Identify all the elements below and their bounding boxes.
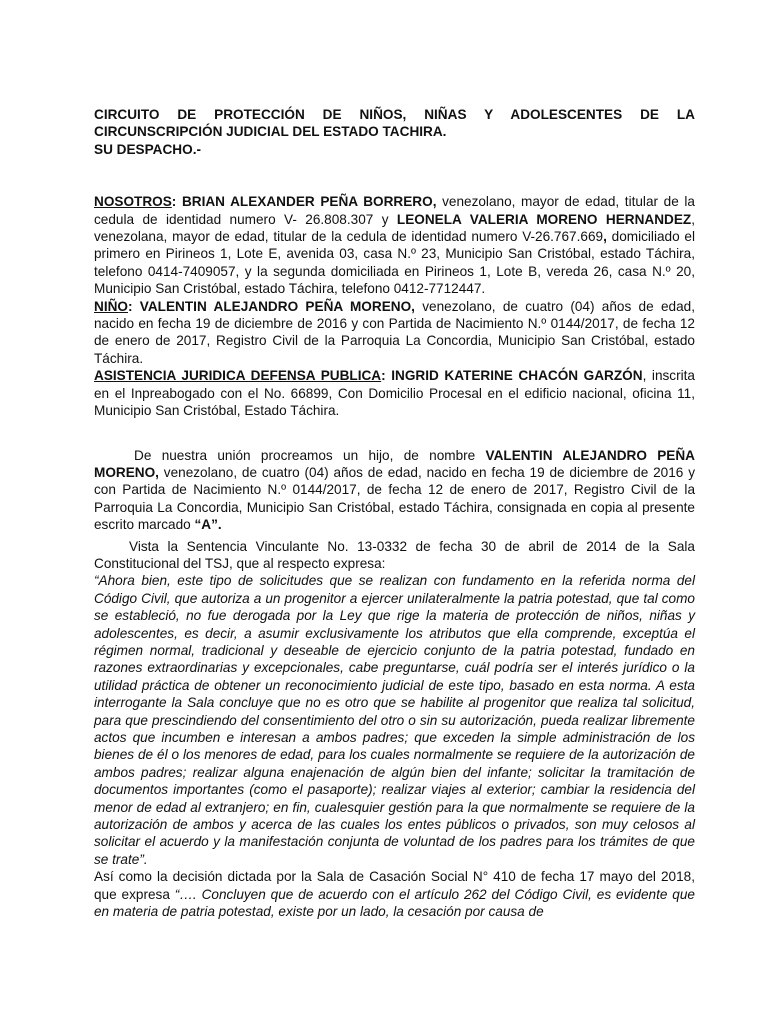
vista-paragraph [94,538,695,573]
asistencia-name: : INGRID KATERINE CHACÓN GARZÓN [381,368,643,384]
asistencia-paragraph [94,367,695,419]
spacer [94,158,695,193]
party2-name: LEONELA VALERIA MORENO HERNANDEZ [396,211,692,227]
nino-details: venezolano, de cuatro (04) años de edad, nacido en fecha 19 de diciembre de 2016 y con Partida de Nacimiento N.º 0144/2017, de fecha 12 de enero de 2017, Registro Civil de la Parroquia La Concordia, Municipio San Cristóbal, estado Táchira. [94,298,695,366]
nino-label: NIÑO [94,298,128,314]
union-annex-mark: “A”. [194,517,222,533]
nino-paragraph [94,298,695,368]
party2-details: , venezolana, mayor de edad, titular de la cedula de identidad numero V-26.767.669 [94,211,696,245]
header-court-line2: CIRCUNSCRIPCIÓN JUDICIAL DEL ESTADO TACHIRA. [94,124,447,140]
nosotros-paragraph [94,193,695,297]
nosotros-label: NOSOTROS [94,194,172,210]
casacion-intro: Así como la decisión dictada por la Sala de Casación Social N° 410 de fecha 17 mayo del 2018, que expresa [94,869,695,902]
asistencia-details: , inscrita en el Inpreabogado con el No. 66899, Con Domicilio Procesal en el edificio nacional, oficina 11, Municipio San Cristóbal, Estado Táchira. [94,368,695,419]
asistencia-label: ASISTENCIA JURIDICA DEFENSA PUBLICA [94,368,382,384]
spacer [94,420,695,447]
union-details: venezolano, de cuatro (04) años de edad, nacido en fecha 19 de diciembre de 2016 y con Partida de Nacimiento N.º 0144/2017, de fecha 12 de enero de 2017, Registro Civil de la Parroquia La Concordia, Municipio San Cristóbal, estado Táchira, consignada en copia al presente escrito marcado [94,464,695,533]
party1-name: BRIAN ALEXANDER PEÑA BORRERO, [176,194,437,210]
casacion-quote: “…. Concluyen que de acuerdo con el artículo 262 del Código Civil, es evidente que en materia de patria potestad, existe por un lado, la cesación por causa de [94,886,695,920]
party2-comma: , [603,229,607,245]
party1-details: venezolano, mayor de edad, titular de la cedula de identidad numero V- 26.808.307 y [94,194,695,227]
union-paragraph [94,447,695,534]
domicile-details: domiciliado el primero en Pirineos 1, Lote E, avenida 03, casa N.º 23, Municipio San Cristóbal, estado Táchira, telefono 0414-7409057, y la segunda domiciliada en Pirineos 1, Lote B, vereda 26, casa N.º 20, Municipio San Cristóbal, estado Táchira, telefono 0412-7712447. [94,229,696,297]
sentencia-quote [94,572,695,868]
header-court-line1: CIRCUITO DE PROTECCIÓN DE NIÑOS, NIÑAS Y ADOLESCENTES DE LA [94,107,695,122]
union-child-name: VALENTIN ALEJANDRO PEÑA MORENO, [94,447,695,480]
sentencia-quote-text: “Ahora bien, este tipo de solicitudes que se realizan con fundamento en la referida norma del Código Civil, que autoriza a un progenitor a ejercer unilateralmente la patria potestad, que tal como se estableció, no fue derogada por la Ley que rige la materia de protección de niños, niñas y adolescentes, es decir, a asumir exclusivamente los atributos que ella comprende, exceptúa el régimen normal, tradicional y deseable de ejercicio conjunto de la patria potestad, fundado en razones extraordinarias y excepcionales, cabe preguntarse, cuál podría ser el interés jurídico o la utilidad práctica de obtener un reconocimiento judicial de este tipo, basado en esta norma. A esta interrogante la Sala concluye que no es otro que se habilite al progenitor que realiza tal solicitud, para que prescindiendo del consentimiento del otro o sin su autorización, pueda realizar libremente actos que incumben e interesan a ambos padres; que exceden la simple administración de los bienes de él o los menores de edad, para los cuales normalmente se requiere de la autorización de ambos padres; realizar alguna enajenación de algún bien del infante; solicitar la tramitación de documentos importantes (como el pasaporte); realizar viajes al exterior; cambiar la residencia del menor de edad al extranjero; en fin, cualesquier gestión para la que normalmente se requiere de la autorización de ambos y acerca de las cuales los entes públicos o privados, son muy celosos al solicitar el acuerdo y la manifestación conjunta de voluntad de los padres para los trámites de que se trate”. [94,573,695,867]
document-header [94,106,695,158]
header-despacho: SU DESPACHO.- [94,141,201,157]
nino-name: : VALENTIN ALEJANDRO PEÑA MORENO, [127,298,415,314]
vista-text: Vista la Sentencia Vinculante No. 13-0332 de fecha 30 de abril de 2014 de la Sala Constitucional del TSJ, que al respecto expresa: [94,538,695,571]
nosotros-colon: : [171,194,177,210]
union-intro: De nuestra unión procreamos un hijo, de nombre [134,447,486,463]
casacion-paragraph [94,868,695,920]
